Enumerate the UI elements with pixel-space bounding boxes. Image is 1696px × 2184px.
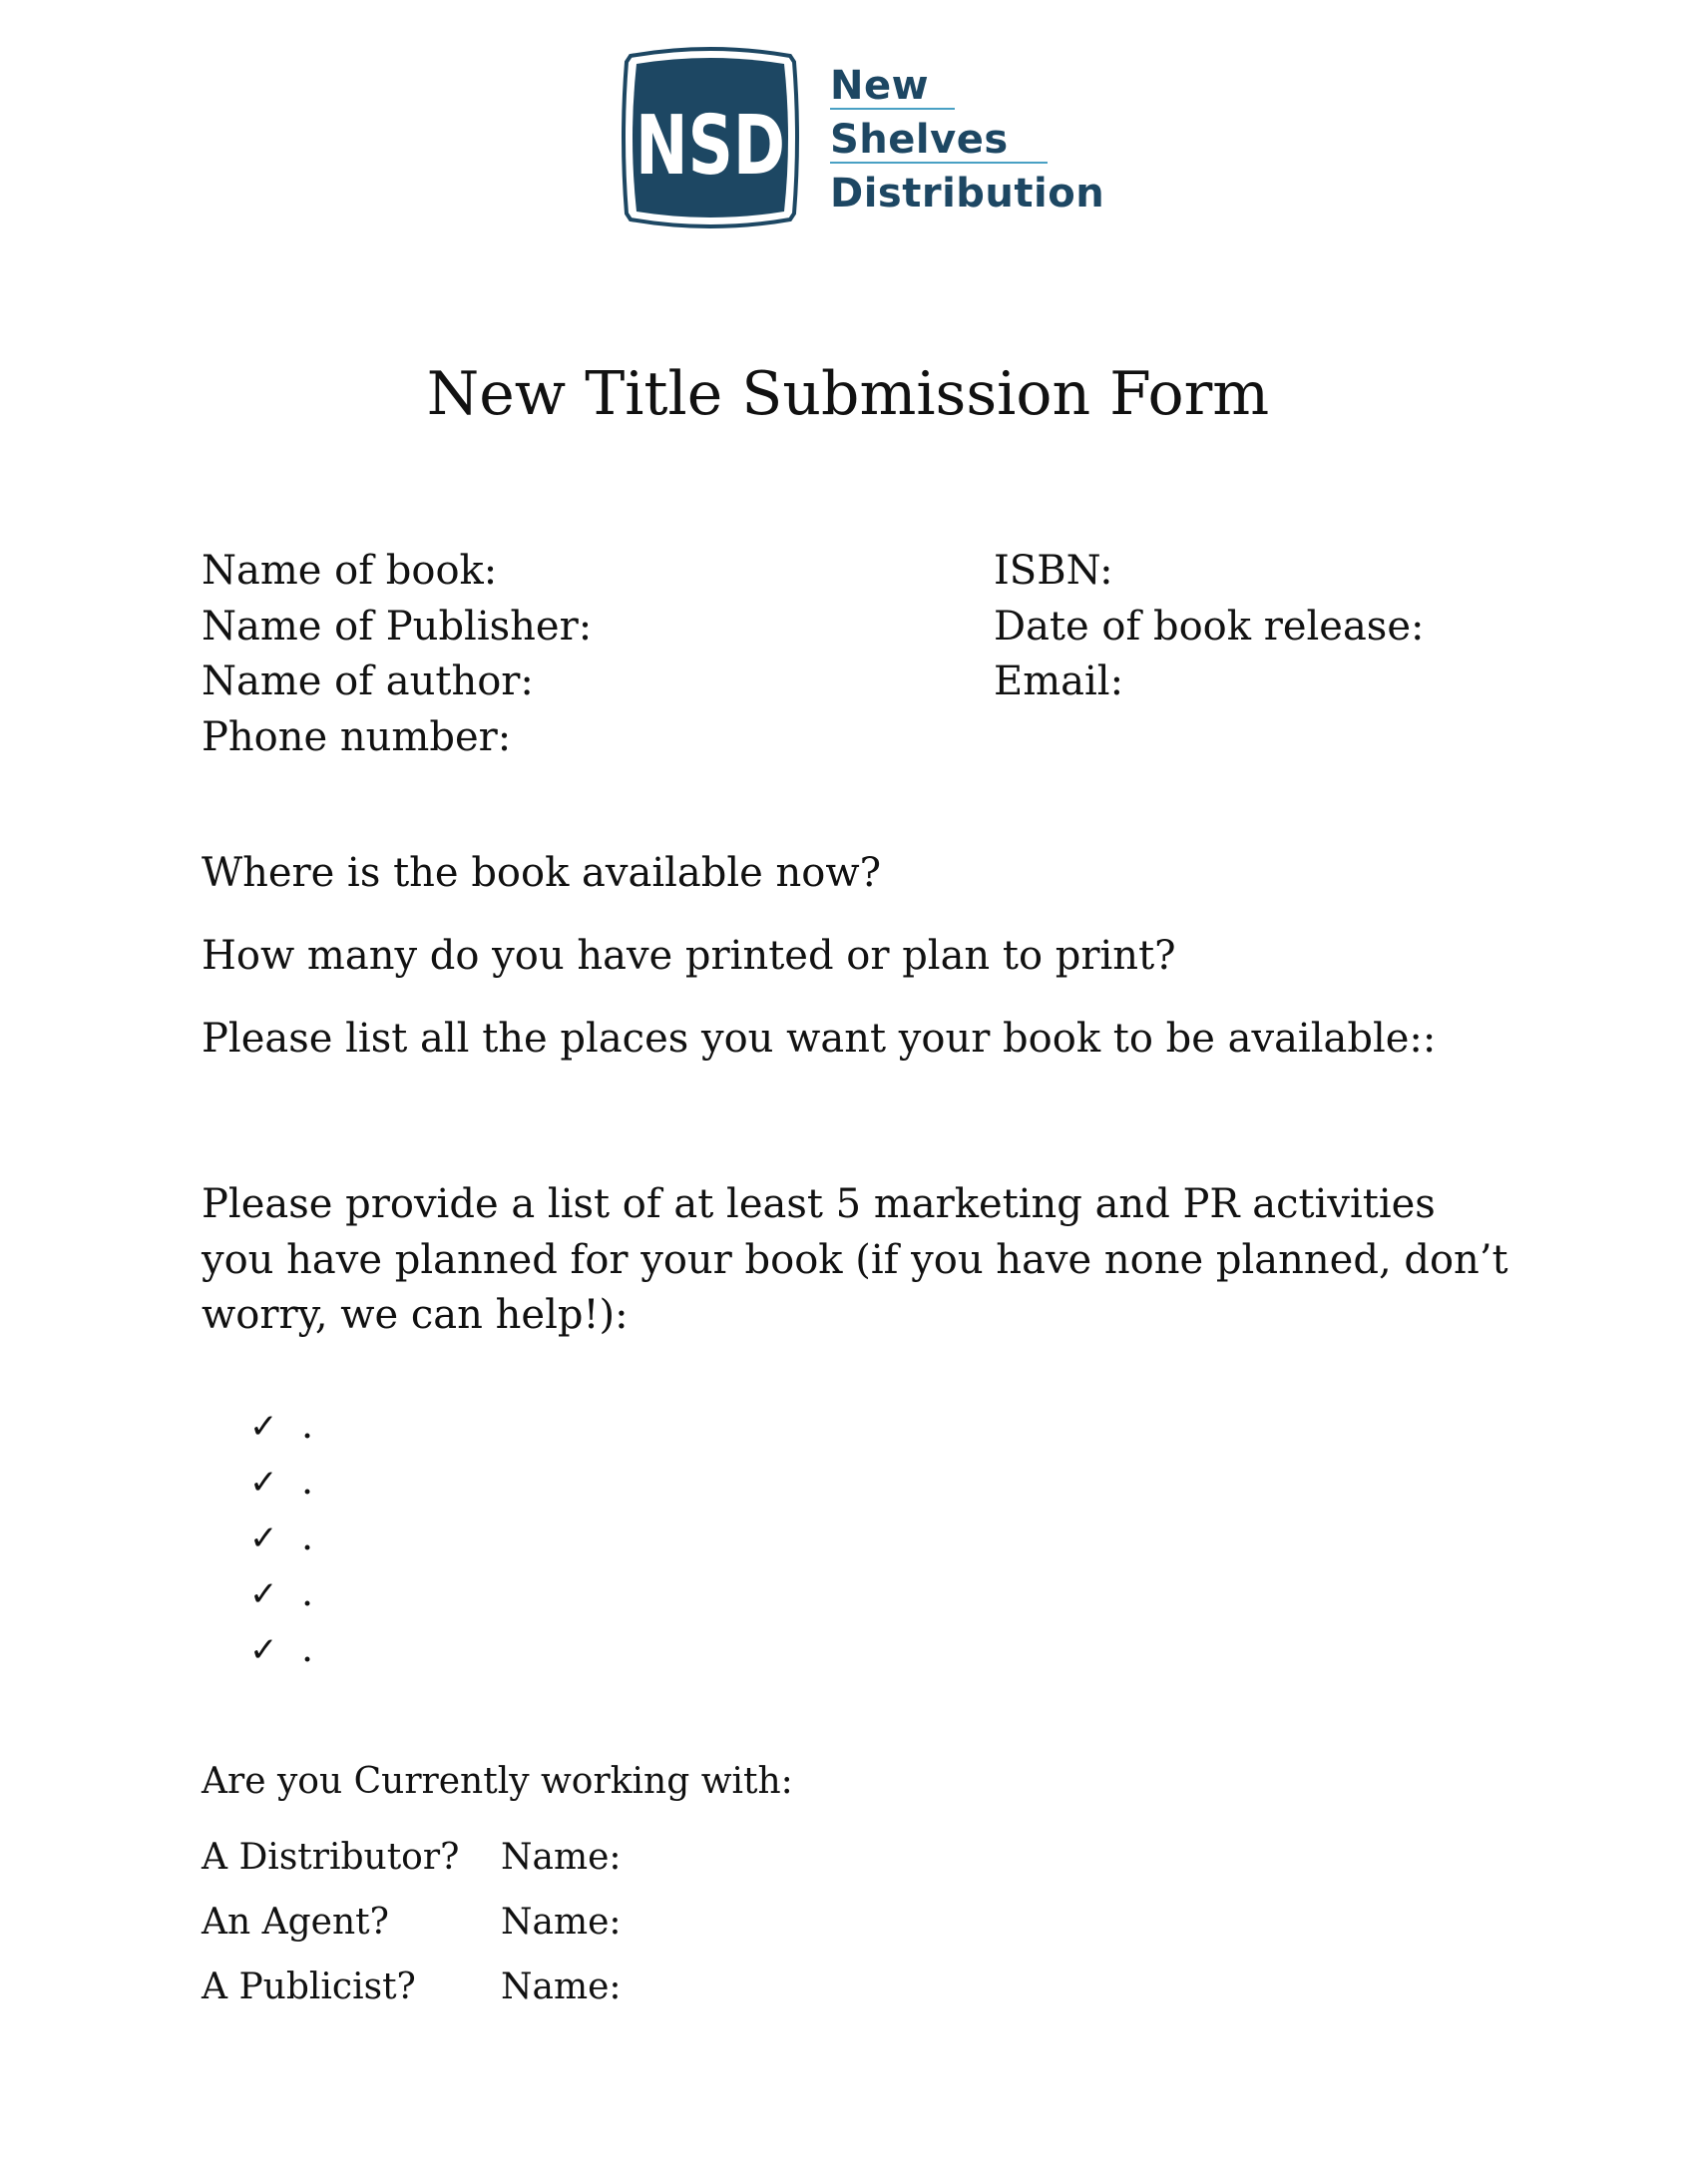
contact-name-label: Name: xyxy=(501,1966,622,2007)
form-title: New Title Submission Form xyxy=(426,359,1270,429)
fields-right-column xyxy=(994,544,1424,710)
list-item-text: . xyxy=(301,1626,314,1670)
logo-badge-text: NSD xyxy=(636,99,785,194)
checkmark-icon: ✓ xyxy=(249,1574,278,1614)
publisher-name-label: Name of Publisher: xyxy=(202,603,593,650)
phone-number-label: Phone number: xyxy=(202,713,512,760)
company-logo xyxy=(621,52,1105,227)
list-item xyxy=(249,1509,313,1564)
list-item xyxy=(249,1620,313,1676)
logo-word-distribution: Distribution xyxy=(830,171,1105,217)
checkmark-icon: ✓ xyxy=(249,1463,278,1503)
availability-question: Where is the book available now? xyxy=(202,850,882,896)
isbn-label: ISBN: xyxy=(994,548,1113,594)
print-quantity-question: How many do you have printed or plan to print? xyxy=(202,933,1176,979)
checkmark-icon: ✓ xyxy=(249,1630,278,1670)
email-label: Email: xyxy=(994,658,1124,704)
contact-role-agent: An Agent? xyxy=(202,1902,389,1943)
contact-role-publicist: A Publicist? xyxy=(202,1966,416,2007)
author-name-label: Name of author: xyxy=(202,658,534,704)
working-with-heading: Are you Currently working with: xyxy=(202,1761,793,1802)
list-item xyxy=(249,1453,313,1509)
list-item-text: . xyxy=(301,1403,314,1447)
contact-name-label: Name: xyxy=(501,1837,622,1878)
book-name-label: Name of book: xyxy=(202,548,498,594)
checkmark-icon: ✓ xyxy=(249,1407,278,1447)
logo-wordmark xyxy=(830,60,1109,219)
list-item-text: . xyxy=(301,1459,314,1503)
contact-name-label: Name: xyxy=(501,1902,622,1943)
table-row xyxy=(202,1830,622,1895)
release-date-label: Date of book release: xyxy=(994,603,1425,650)
list-item-text: . xyxy=(301,1515,314,1558)
list-item-text: . xyxy=(301,1570,314,1614)
list-item xyxy=(249,1397,313,1453)
logo-word-shelves: Shelves xyxy=(830,117,1009,163)
distribution-places-question: Please list all the places you want your book to be available:: xyxy=(202,1016,1437,1062)
contacts-table xyxy=(202,1830,622,2024)
checkmark-icon: ✓ xyxy=(249,1519,278,1558)
fields-left-column xyxy=(202,544,592,765)
contact-role-distributor: A Distributor? xyxy=(202,1837,460,1878)
marketing-prompt: Please provide a list of at least 5 marketing and PR activities you have planned for your book (if you have none planned, don’t worry, we can help!): xyxy=(202,1181,1508,1338)
table-row xyxy=(202,1960,622,2024)
marketing-checklist xyxy=(249,1397,313,1676)
logo-word-new: New xyxy=(830,63,930,109)
list-item xyxy=(249,1564,313,1620)
table-row xyxy=(202,1895,622,1960)
nsd-badge-logo xyxy=(621,52,800,223)
